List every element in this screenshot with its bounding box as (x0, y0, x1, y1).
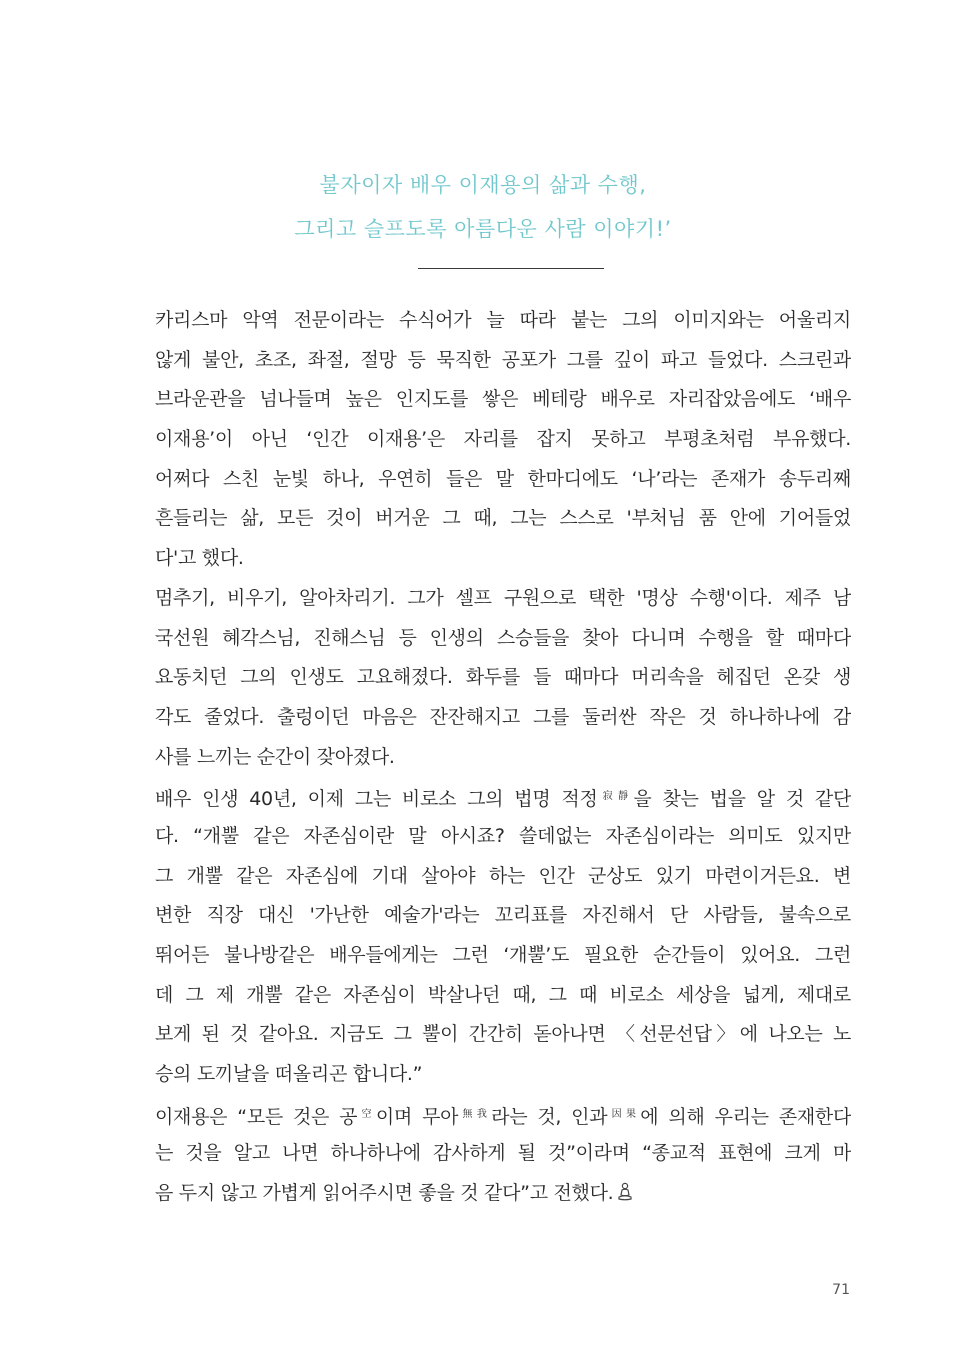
body-line: 보게 된 것 같아요. 지금도 그 뿔이 간간히 돋아나면 〈선문선답〉에 나오는 노 (155, 1023, 851, 1046)
body-line: 멈추기, 비우기, 알아차리기. 그가 셀프 구원으로 택한 '명상 수행'이다. 제주 남 (155, 586, 851, 609)
body-line: 사를 느끼는 순간이 잦아졌다. (155, 745, 395, 768)
body-line (155, 777, 851, 817)
body-line: 뛰어든 불나방같은 배우들에게는 그런 ‘개뿔’도 필요한 순간들이 있어요. 그런 (155, 944, 851, 966)
body-line: 각도 줄었다. 출렁이던 마음은 잔잔해지고 그를 둘러싼 작은 것 하나하나에 감 (155, 705, 851, 728)
article-body (155, 301, 851, 1214)
heading-divider (418, 268, 604, 269)
meditating-buddha-icon (617, 1177, 633, 1197)
body-line: 않게 불안, 초조, 좌절, 절망 등 묵직한 공포가 그를 깊이 파고 들었다. 스크린과 (155, 348, 851, 371)
body-text-segment: 이재용은 “모든 것은 공 (155, 1105, 358, 1128)
hanja-annotation: 無我 (458, 1108, 492, 1120)
body-line: 다. “개뿔 같은 자존심이란 말 아시죠? 쓸데없는 자존심이라는 의미도 있지만 (155, 824, 851, 847)
body-text-segment: 에 의해 우리는 존재한다 (640, 1105, 851, 1128)
body-line: 그 개뿔 같은 자존심에 기대 살아야 하는 인간 군상도 있기 마련이거든요. 변 (155, 864, 851, 887)
hanja-annotation: 空 (357, 1108, 376, 1120)
body-line: 다'고 했다. (155, 547, 244, 570)
body-line (155, 1174, 851, 1214)
body-text-segment: 음 두지 않고 가볍게 읽어주시면 좋을 것 같다”고 전했다. (155, 1182, 614, 1205)
page-number: 71 (832, 1282, 850, 1298)
article-heading (0, 163, 966, 251)
hanja-annotation: 寂靜 (597, 791, 634, 803)
heading-line-2: 그리고 슬프도록 아름다운 사람 이야기!’ (294, 217, 672, 241)
body-line: 는 것을 알고 나면 하나하나에 감사하게 될 것”이라며 “종교적 표현에 크게 마 (155, 1142, 851, 1165)
body-line: 카리스마 악역 전문이라는 수식어가 늘 따라 붙는 그의 이미지와는 어울리지 (155, 309, 851, 331)
body-text-segment: 이며 무아 (375, 1105, 459, 1128)
body-line: 승의 도끼날을 떠올리곤 합니다.” (155, 1063, 423, 1086)
body-line: 국선원 혜각스님, 진해스님 등 인생의 스승들을 찾아 다니며 수행을 할 때마다 (155, 626, 851, 649)
body-line (155, 1095, 851, 1135)
body-text-segment: 라는 것, 인과 (491, 1105, 608, 1128)
heading-line-1: 불자이자 배우 이재용의 삶과 수행, (319, 173, 647, 197)
body-line: 흔들리는 삶, 모든 것이 버거운 그 때, 그는 스스로 '부처님 품 안에 기어들었 (155, 507, 851, 530)
body-line: 변한 직장 대신 '가난한 예술가'라는 꼬리표를 자진해서 단 사람들, 불속으로 (155, 904, 851, 927)
body-line: 데 그 제 개뿔 같은 자존심이 박살나던 때, 그 때 비로소 세상을 넓게, 제대로 (155, 983, 851, 1006)
body-line: 요동치던 그의 인생도 고요해졌다. 화두를 들 때마다 머리속을 헤집던 온갖 생 (155, 666, 851, 689)
body-line: 어쩌다 스친 눈빛 하나, 우연히 들은 말 한마디에도 ‘나’라는 존재가 송두리째 (155, 467, 851, 490)
body-line: 이재용’이 아닌 ‘인간 이재용’은 자리를 잡지 못하고 부평초처럼 부유했다. (155, 428, 851, 451)
body-text-segment: 배우 인생 40년, 이제 그는 비로소 그의 법명 적정 (155, 788, 598, 811)
body-line: 브라운관을 넘나들며 높은 인지도를 쌓은 베테랑 배우로 자리잡았음에도 ‘배우 (155, 388, 851, 411)
hanja-annotation: 因果 (607, 1108, 641, 1120)
body-text-segment: 을 찾는 법을 알 것 같단 (633, 788, 851, 811)
